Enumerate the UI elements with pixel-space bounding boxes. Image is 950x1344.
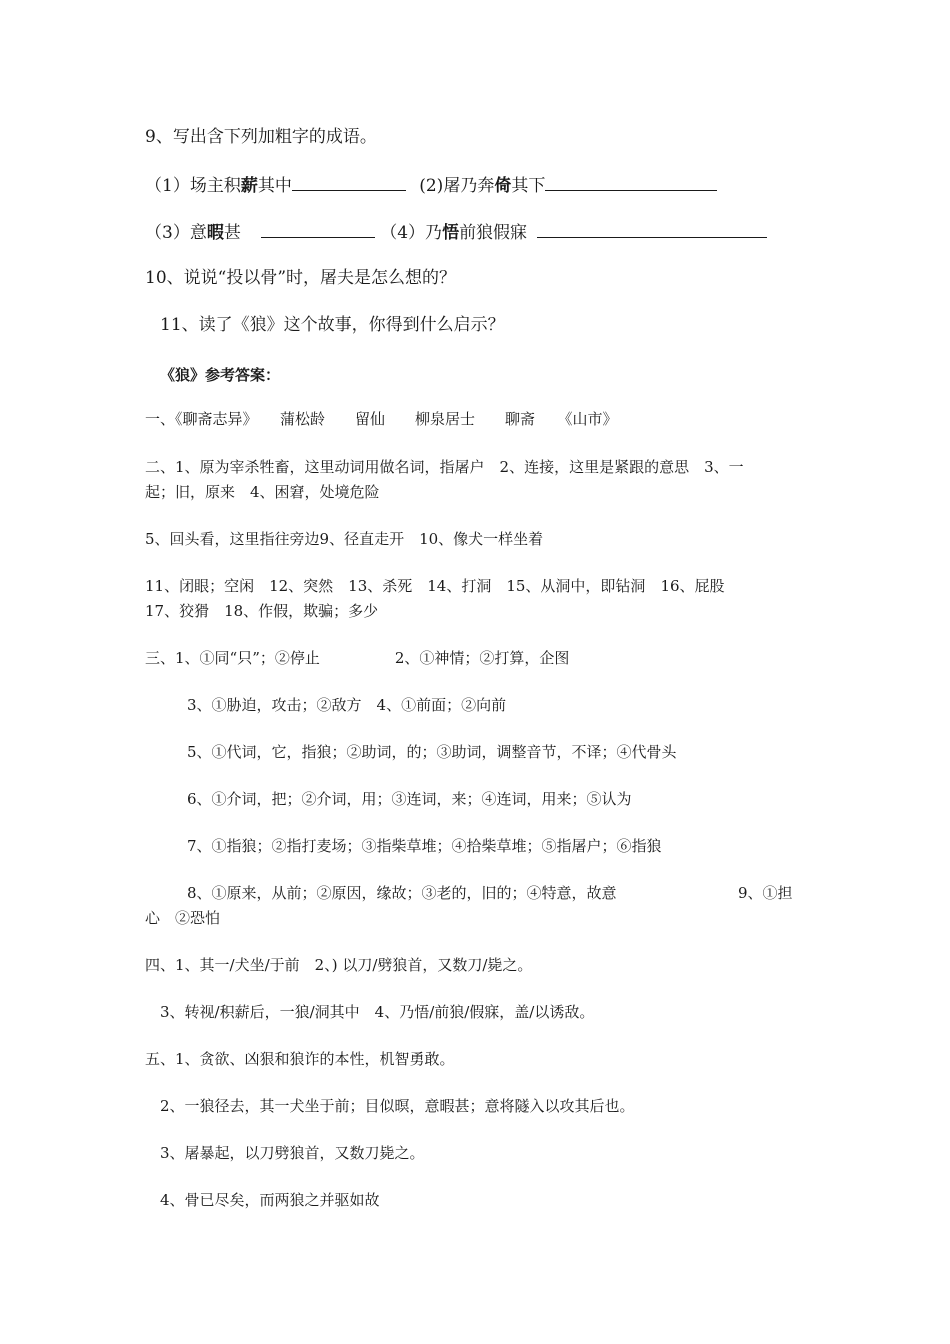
answer-line: 二、1、原为宰杀牲畜，这里动词用做名词，指屠户 2、连接，这里是紧跟的意思 3、一 bbox=[145, 458, 744, 476]
answer-blank-3[interactable] bbox=[261, 223, 375, 238]
answer-line: 3、转视/积薪后，一狼/洞其中 4、乃悟/前狼/假寐，盖/以诱敌。 bbox=[160, 1003, 595, 1021]
answer-line: 4、骨已尽矣，而两狼之并驱如故 bbox=[160, 1191, 380, 1209]
item-4-bold-char: 悟 bbox=[442, 223, 460, 243]
answer-line: 9、①担 bbox=[738, 884, 793, 902]
answer-line: 起；旧，原来 4、困窘，处境危险 bbox=[145, 483, 380, 501]
question-9: 9、写出含下列加粗字的成语。 bbox=[145, 127, 377, 147]
item-3-bold-char: 暇 bbox=[206, 223, 224, 243]
question-9-items-row-1 bbox=[145, 176, 717, 195]
answer-line: 三、1、①同“只”；②停止 2、①神情；②打算，企图 bbox=[145, 649, 570, 667]
item-2-bold-char: 倚 bbox=[494, 176, 512, 196]
answers-heading: 《狼》参考答案： bbox=[160, 366, 281, 384]
question-10: 10、说说“投以骨”时，屠夫是怎么想的？ bbox=[145, 268, 457, 288]
answer-blank-1[interactable] bbox=[292, 176, 406, 191]
item-4-suffix: 前狼假寐 bbox=[459, 223, 528, 243]
question-11: 11、读了《狼》这个故事，你得到什么启示？ bbox=[160, 315, 505, 335]
answer-line: 17、狡猾 18、作假，欺骗；多少 bbox=[145, 602, 379, 620]
answer-line: 11、闭眼；空闲 12、突然 13、杀死 14、打洞 15、从洞中，即钻洞 16、屁股 bbox=[145, 577, 725, 595]
item-4-prefix: （4）乃 bbox=[380, 223, 443, 243]
answer-blank-4[interactable] bbox=[537, 223, 767, 238]
answer-line: 3、屠暴起，以刀劈狼首，又数刀毙之。 bbox=[160, 1144, 425, 1162]
answer-line: 2、一狼径去，其一犬坐于前；目似暝，意暇甚；意将隧入以攻其后也。 bbox=[160, 1097, 635, 1115]
answer-line: 7、①指狼；②指打麦场；③指柴草堆；④拾柴草堆；⑤指屠户；⑥指狼 bbox=[187, 837, 662, 855]
answer-line: 5、①代词，它，指狼；②助词，的；③助词，调整音节，不译；④代骨头 bbox=[187, 743, 677, 761]
answer-line: 3、①胁迫，攻击；②敌方 4、①前面；②向前 bbox=[187, 696, 507, 714]
item-2-prefix: (2)屠乃奔 bbox=[419, 176, 495, 196]
answer-line: 一、《聊斋志异》 蒲松龄 留仙 柳泉居士 聊斋 《山市》 bbox=[145, 410, 618, 428]
question-9-items-row-2 bbox=[145, 223, 767, 242]
item-3-prefix: （3）意 bbox=[145, 223, 207, 243]
answer-line: 心 ②恐怕 bbox=[145, 909, 221, 927]
answer-line: 五、1、贪欲、凶狠和狼诈的本性，机智勇敢。 bbox=[145, 1050, 455, 1068]
answer-line: 8、①原来，从前；②原因，缘故；③老的，旧的；④特意，故意 bbox=[187, 884, 617, 902]
item-3-suffix: 甚 bbox=[223, 223, 241, 243]
item-1-bold-char: 薪 bbox=[240, 176, 258, 196]
item-1-prefix: （1）场主积 bbox=[145, 176, 241, 196]
answer-blank-2[interactable] bbox=[545, 176, 717, 191]
item-2-suffix: 其下 bbox=[511, 176, 546, 196]
answer-line: 5、回头看，这里指往旁边9、径直走开 10、像犬一样坐着 bbox=[145, 530, 544, 548]
answer-line: 6、①介词，把；②介词，用；③连词，来；④连词，用来；⑤认为 bbox=[187, 790, 632, 808]
answer-line: 四、1、其一/犬坐/于前 2、) 以刀/劈狼首，又数刀/毙之。 bbox=[145, 956, 533, 974]
item-1-suffix: 其中 bbox=[257, 176, 292, 196]
